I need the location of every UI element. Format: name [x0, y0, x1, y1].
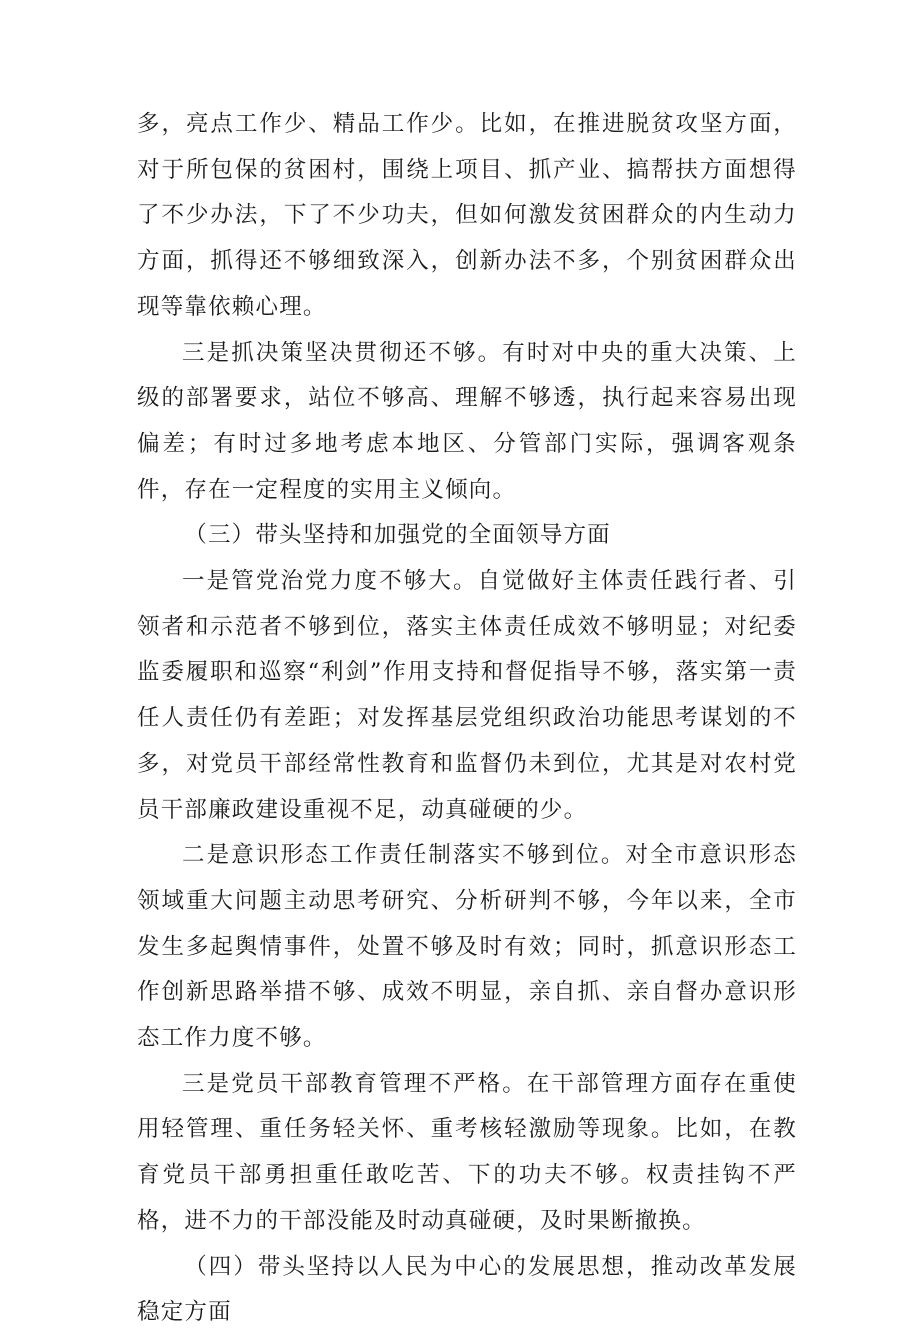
- document-body: [137, 102, 797, 1336]
- paragraph-party-governance: 一是管党治党力度不够大。自觉做好主体责任践行者、引领者和示范者不够到位，落实主体责任成效不够明显；对纪委监委履职和巡察“利剑”作用支持和督促指导不够，落实第一责任人责任仍有差距；对发挥基层党组织政治功能思考谋划的不多，对党员干部经常性教育和监督仍未到位，尤其是对农村党员干部廉政建设重视不足，动真碰硬的少。: [137, 568, 797, 823]
- paragraph-cadre-education: 三是党员干部教育管理不严格。在干部管理方面存在重使用轻管理、重任务轻关怀、重考核轻激励等现象。比如，在教育党员干部勇担重任敢吃苦、下的功夫不够。权责挂钩不严格，进不力的干部没能及时动真碰硬，及时果断撤换。: [137, 1070, 797, 1234]
- paragraph-decision-implementation: 三是抓决策坚决贯彻还不够。有时对中央的重大决策、上级的部署要求，站位不够高、理解不够透，执行起来容易出现偏差；有时过多地考虑本地区、分管部门实际，强调客观条件，存在一定程度的实用主义倾向。: [137, 339, 797, 503]
- section-heading-people-centered: （四）带头坚持以人民为中心的发展思想，推动改革发展稳定方面: [137, 1253, 797, 1326]
- paragraph-poverty-alleviation: 多，亮点工作少、精品工作少。比如，在推进脱贫攻坚方面，对于所包保的贫困村，围绕上项目、抓产业、搞帮扶方面想得了不少办法，下了不少功夫，但如何激发贫困群众的内生动力方面，抓得还不够细致深入，创新办法不多，个别贫困群众出现等靠依赖心理。: [137, 111, 797, 320]
- section-heading-party-leadership: （三）带头坚持和加强党的全面领导方面: [184, 522, 611, 549]
- paragraph-ideology-responsibility: 二是意识形态工作责任制落实不够到位。对全市意识形态领域重大问题主动思考研究、分析研判不够，今年以来，全市发生多起舆情事件，处置不够及时有效；同时，抓意识形态工作创新思路举措不够、成效不明显，亲自抓、亲自督办意识形态工作力度不够。: [137, 842, 797, 1052]
